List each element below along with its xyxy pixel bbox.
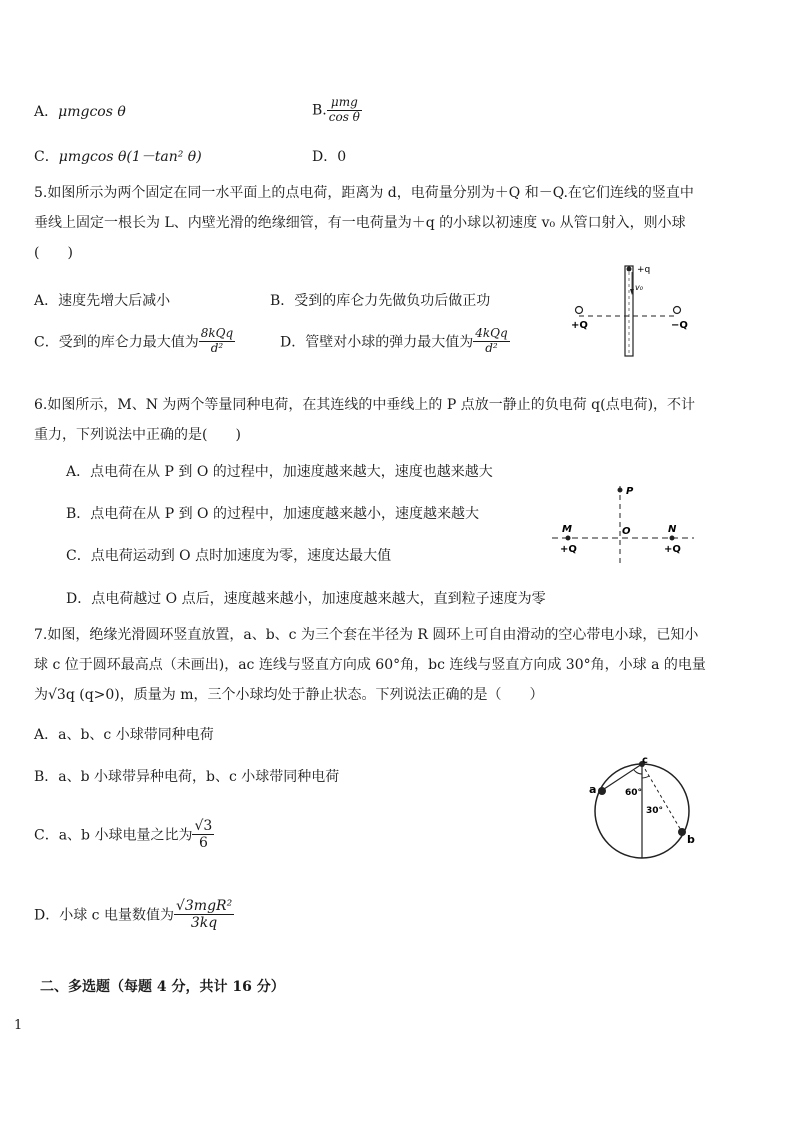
q5-option-a: A．速度先增大后减小: [34, 293, 171, 309]
q6-option-a: A．点电荷在从 P 到 O 的过程中，加速度越来越大，速度也越来越大: [66, 464, 493, 480]
q7-label-30: 30°: [646, 806, 664, 816]
q5-label-left: +Q: [571, 320, 588, 331]
q6-label-n: N: [668, 524, 677, 535]
q6-label-p: P: [626, 486, 634, 497]
q7-option-a: A．a、b、c 小球带同种电荷: [34, 727, 214, 743]
q6-stem-line2: 重力，下列说法中正确的是( ): [34, 427, 241, 443]
q5-stem-line1: 5.如图所示为两个固定在同一水平面上的点电荷，距离为 d，电荷量分别为＋Q 和－Q.在它们连线的竖直中: [34, 185, 694, 201]
q6-option-d: D．点电荷越过 O 点后，速度越来越小，加速度越来越大，直到粒子速度为零: [66, 591, 546, 607]
q6-point-n: [670, 536, 675, 541]
q5-charge-right: [674, 307, 681, 314]
q7-label-60: 60°: [625, 788, 643, 798]
q5-label-plus-q: +q: [637, 265, 651, 275]
q4-option-d: D．0: [312, 149, 347, 165]
q5-option-b: B．受到的库仑力先做负功后做正功: [270, 293, 491, 309]
q7-label-b: b: [687, 833, 695, 846]
q5-option-c: C．受到的库仑力最大值为 $\frac{\text{8kQq}}{\text{d²}}$: [34, 326, 234, 355]
q6-stem-line1: 6.如图所示，M、N 为两个等量同种电荷，在其连线的中垂线上的 P 点放一静止的负电荷 q(点电荷)，不计: [34, 397, 696, 413]
q7-line-bc: [642, 764, 682, 832]
q6-point-m: [566, 536, 571, 541]
q6-label-left: +Q: [560, 544, 577, 555]
q7-ball-a: [598, 787, 606, 795]
page-number: 1: [14, 1018, 23, 1033]
q5-figure: [565, 258, 695, 358]
q5-option-d: D．管壁对小球的弹力最大值为 $\frac{\text{4kQq}}{\text{d²}}$: [280, 326, 508, 355]
q4-option-b: B. $\frac{\text{μmg}}{\text{cos θ}}$: [312, 95, 360, 124]
q6-label-o: O: [622, 526, 631, 537]
q6-figure: [548, 478, 698, 568]
q6-option-c: C．点电荷运动到 O 点时加速度为零，速度达最大值: [66, 548, 392, 564]
q5-small-ball: [627, 267, 632, 272]
q4-option-c: C．μmgcos θ(1－tan² θ): [34, 149, 202, 165]
section-2-title: 二、多选题（每题 4 分，共计 16 分）: [40, 979, 285, 995]
q7-stem-line3: 为√3q (q>0)，质量为 m，三个小球均处于静止状态。下列说法正确的是（ ）: [34, 687, 544, 703]
q6-label-m: M: [562, 524, 572, 535]
q5-label-v0: v₀: [635, 283, 643, 292]
q5-label-right: −Q: [671, 320, 688, 331]
q4-option-a: A．μmgcos θ: [34, 104, 126, 120]
q7-stem-line2: 球 c 位于圆环最高点（未画出)，ac 连线与竖直方向成 60°角，bc 连线与竖直方向成 30°角，小球 a 的电量: [34, 657, 706, 673]
q7-figure: [585, 755, 705, 865]
q6-option-b: B．点电荷在从 P 到 O 的过程中，加速度越来越小，速度越来越大: [66, 506, 479, 522]
q7-option-d: D．小球 c 电量数值为 $\frac{\text{√3mgR²}}{3kq}$: [34, 898, 233, 932]
q6-label-right: +Q: [664, 544, 681, 555]
q5-charge-left: [576, 307, 583, 314]
q7-stem-line1: 7.如图，绝缘光滑圆环竖直放置，a、b、c 为三个套在半径为 R 圆环上可自由滑动的空心带电小球，已知小: [34, 627, 699, 643]
q7-option-b: B．a、b 小球带异种电荷，b、c 小球带同种电荷: [34, 769, 340, 785]
q5-stem-line2: 垂线上固定一根长为 L、内壁光滑的绝缘细管，有一电荷量为＋q 的小球以初速度 v₀ 从管口射入，则小球: [34, 215, 686, 231]
q7-label-a: a: [589, 783, 597, 796]
q6-point-p: [618, 488, 623, 493]
q7-label-c: c: [642, 755, 648, 766]
q7-option-c: C．a、b 小球电量之比为 $\frac{√3}{6}$: [34, 818, 213, 852]
q5-stem-line3: ( ): [34, 245, 73, 261]
q7-ball-b: [678, 828, 686, 836]
